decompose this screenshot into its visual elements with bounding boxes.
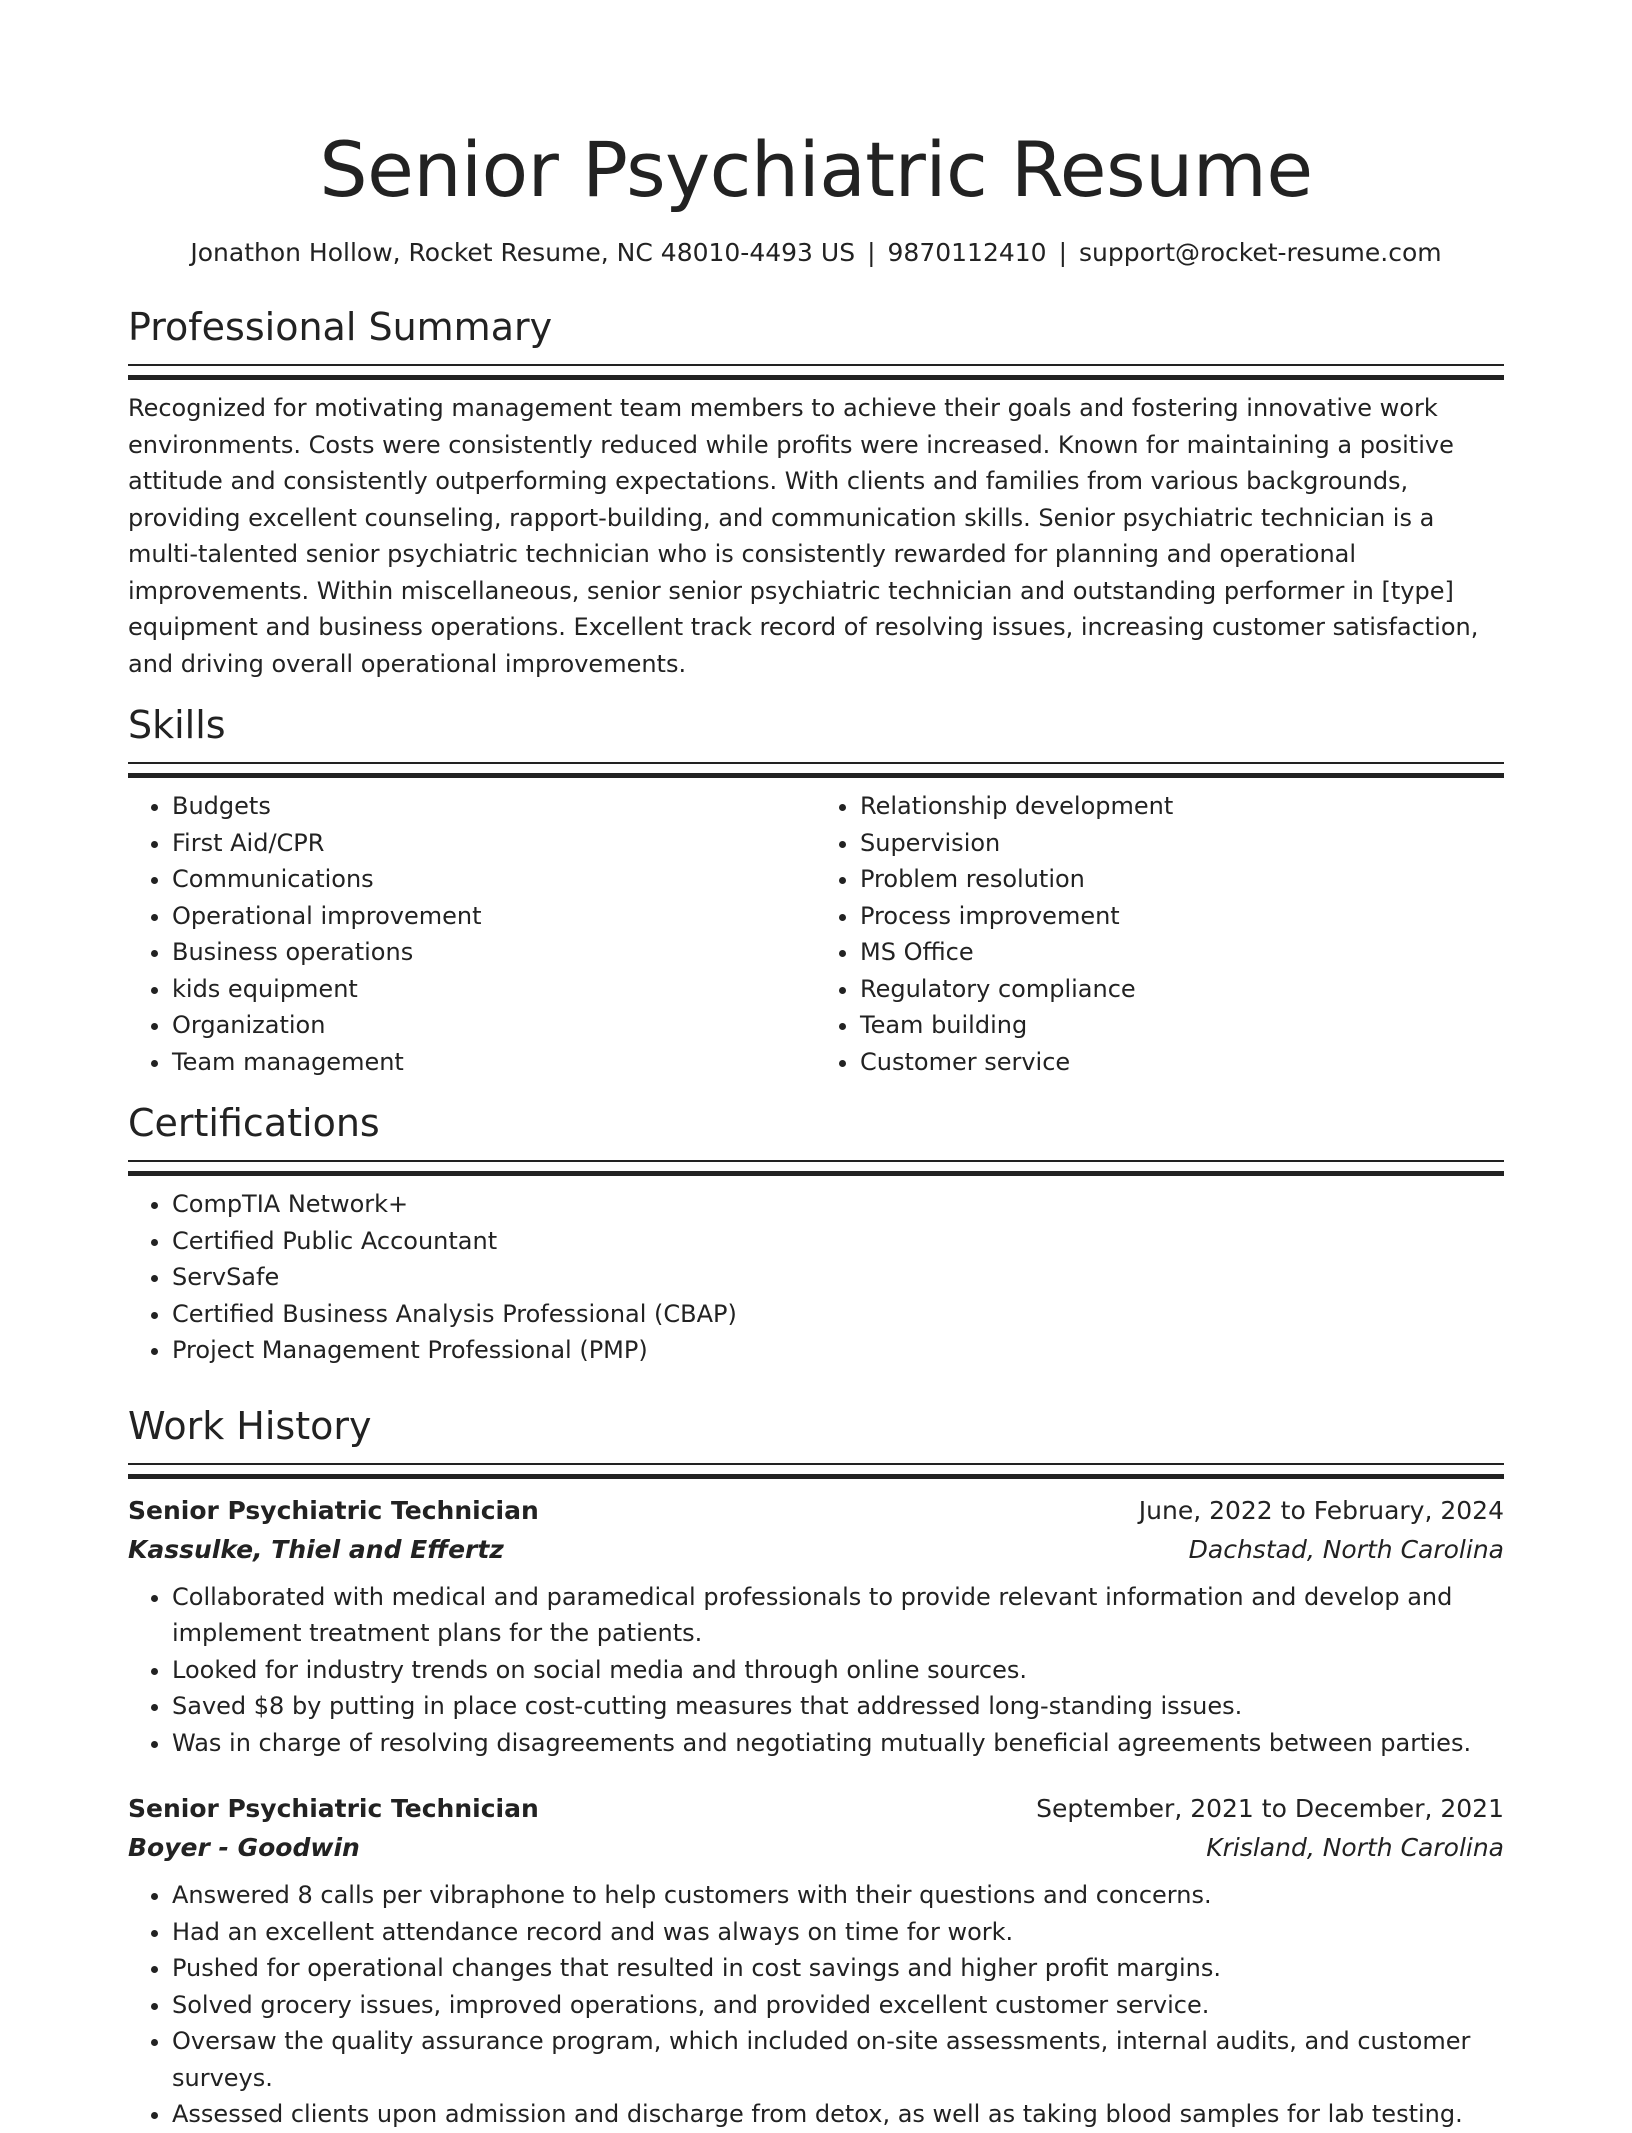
job-title: Senior Psychiatric Technician (128, 1794, 539, 1823)
resume-title: Senior Psychiatric Resume (319, 125, 1313, 214)
certification-item: • Project Management Professional (PMP) (172, 1332, 1504, 1369)
skill-item: • kids equipment (172, 971, 816, 1008)
skill-item: • Customer service (860, 1044, 1504, 1081)
contact-phone: 9870112410 (887, 238, 1047, 267)
summary-text: Recognized for motivating management team members to achieve their goals and fostering innovative work environments. Costs were consistently reduced while profits were increased. Known for maintaining a positive attitude and consistently outperforming expectations. With clients and families from various backgrounds, providing excellent counseling, rapport-building, and communication skills. Senior psychiatric technician is a multi-talented senior psychiatric technician who is consistently rewarded for planning and operational improvements. Within miscellaneous, senior senior psychiatric technician and outstanding performer in [type] equipment and business operations. Excellent track record of resolving issues, increasing customer satisfaction, and driving overall operational improvements. (128, 394, 1479, 678)
contact-separator: | (867, 238, 876, 267)
job-entry (128, 1491, 1504, 1762)
job-bullet: • Solved grocery issues, improved operations, and provided excellent customer service. (172, 1987, 1504, 2024)
job-bullet: • Collaborated with medical and paramedical professionals to provide relevant information and develop and implement treatment plans for the patients. (172, 1579, 1504, 1652)
job-header (128, 1789, 1504, 1828)
skill-item: • Business operations (172, 934, 816, 971)
skills-section (128, 702, 1504, 1080)
skills-grid (128, 788, 1504, 1080)
job-location: Dachstad, North Carolina (1188, 1534, 1504, 1564)
skill-item: • First Aid/CPR (172, 825, 816, 862)
skills-list-left (128, 788, 816, 1080)
job-bullet: • Looked for industry trends on social media and through online sources. (172, 1652, 1504, 1689)
skill-item: • Organization (172, 1007, 816, 1044)
section-heading-work-history: Work History (128, 1403, 372, 1448)
skill-item: • Relationship development (860, 788, 1504, 825)
job-dates: September, 2021 to December, 2021 (1036, 1794, 1504, 1823)
skill-item: • Team building (860, 1007, 1504, 1044)
job-bullet: • Answered 8 calls per vibraphone to help customers with their questions and concerns. (172, 1877, 1504, 1914)
section-heading-skills: Skills (128, 703, 226, 747)
skills-list-right (816, 788, 1504, 1080)
job-bullet: • Assessed clients upon admission and discharge from detox, as well as taking blood samples for lab testing. (172, 2096, 1504, 2133)
job-company: Boyer - Goodwin (128, 1833, 360, 1862)
resume-page (128, 0, 1504, 2133)
job-header (128, 1491, 1504, 1530)
section-divider (128, 762, 1504, 778)
job-bullet: • Was in charge of resolving disagreements and negotiating mutually beneficial agreements between parties. (172, 1725, 1504, 1762)
job-bullets (128, 1877, 1504, 2133)
certification-item: • ServSafe (172, 1259, 1504, 1296)
contact-line (128, 236, 1504, 270)
certifications-list (128, 1186, 1504, 1369)
skill-item: • Problem resolution (860, 861, 1504, 898)
job-subheader (128, 1530, 1504, 1569)
contact-address: Jonathon Hollow, Rocket Resume, NC 48010-4493 US (190, 238, 856, 267)
section-divider (128, 1463, 1504, 1479)
work-history-section (128, 1403, 1504, 2133)
section-heading-certifications: Certifications (128, 1101, 380, 1145)
job-title: Senior Psychiatric Technician (128, 1495, 539, 1525)
section-divider (128, 364, 1504, 380)
skill-item: • Communications (172, 861, 816, 898)
summary-section (128, 304, 1504, 682)
job-bullet: • Pushed for operational changes that resulted in cost savings and higher profit margins. (172, 1950, 1504, 1987)
contact-email: support@rocket-resume.com (1079, 238, 1442, 267)
skill-item: • Process improvement (860, 898, 1504, 935)
certifications-section (128, 1100, 1504, 1369)
job-bullet: • Oversaw the quality assurance program, which included on-site assessments, internal audits, and customer surveys. (172, 2023, 1504, 2096)
skill-item: • Team management (172, 1044, 816, 1081)
job-bullet: • Had an excellent attendance record and was always on time for work. (172, 1914, 1504, 1951)
job-dates: June, 2022 to February, 2024 (1138, 1495, 1504, 1525)
skill-item: • Regulatory compliance (860, 971, 1504, 1008)
skill-item: • Budgets (172, 788, 816, 825)
job-company: Kassulke, Thiel and Effertz (128, 1534, 504, 1564)
skill-item: • Operational improvement (172, 898, 816, 935)
certification-item: • Certified Public Accountant (172, 1223, 1504, 1260)
contact-separator: | (1058, 238, 1068, 267)
job-bullet: • Saved $8 by putting in place cost-cutting measures that addressed long-standing issues. (172, 1688, 1504, 1725)
job-entry (128, 1789, 1504, 2133)
job-location: Krisland, North Carolina (1206, 1833, 1504, 1862)
certification-item: • Certified Business Analysis Professional (CBAP) (172, 1296, 1504, 1333)
certification-item: • CompTIA Network+ (172, 1186, 1504, 1223)
skill-item: • Supervision (860, 825, 1504, 862)
job-subheader (128, 1828, 1504, 1867)
section-heading-summary: Professional Summary (128, 305, 553, 349)
skill-item: • MS Office (860, 934, 1504, 971)
section-divider (128, 1160, 1504, 1176)
job-bullets (128, 1579, 1504, 1762)
